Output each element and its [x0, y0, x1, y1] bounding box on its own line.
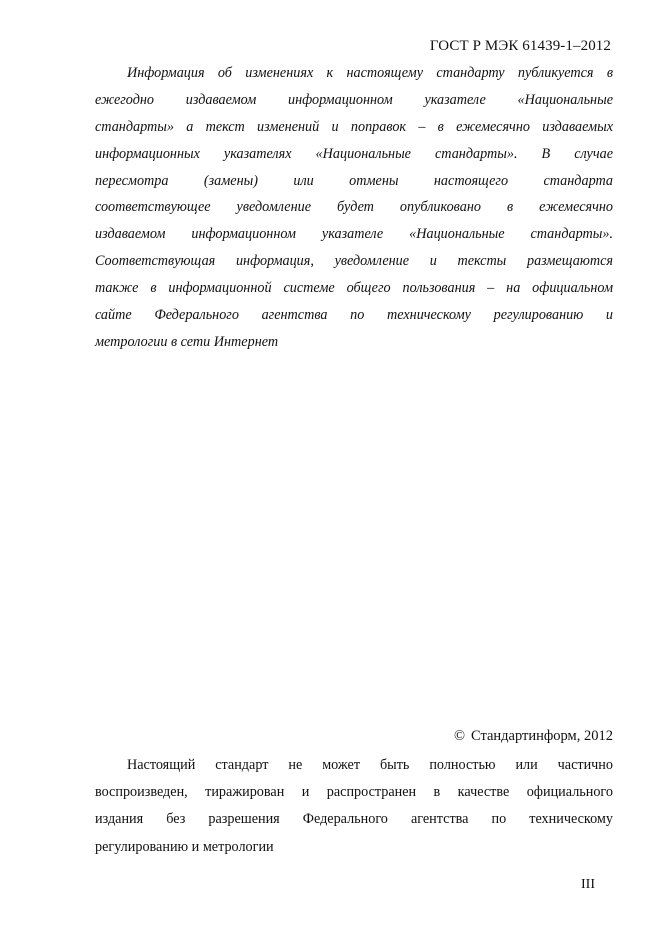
document-id: ГОСТ Р МЭК 61439-1–2012: [429, 38, 611, 54]
rights-line: Настоящий стандарт не может быть полностью или частично: [127, 757, 613, 773]
rights-line: регулированию и метрологии: [95, 838, 274, 855]
page-number: III: [581, 877, 595, 892]
notice-line: Соответствующая информация, уведомление и тексты размещаются: [95, 253, 613, 270]
notice-line: издаваемом информационном указателе «Национальные стандарты».: [95, 226, 613, 243]
notice-line: стандарты» а текст изменений и поправок – в ежемесячно издаваемых: [95, 118, 613, 135]
change-notice-paragraph: [95, 60, 613, 356]
rights-line: воспроизведен, тиражирован и распространен в качестве официального: [95, 784, 613, 801]
document-header: [430, 38, 611, 55]
notice-line: пересмотра (замены) или отмены настоящего стандарта: [95, 172, 613, 189]
notice-line: Информация об изменениях к настоящему стандарту публикуется в: [127, 65, 613, 81]
notice-line: соответствующее уведомление будет опубликовано в ежемесячно: [95, 199, 613, 216]
notice-line: сайте Федерального агентства по техническому регулированию и: [95, 307, 613, 324]
notice-line: информационных указателях «Национальные стандарты». В случае: [95, 145, 613, 162]
notice-line: также в информационной системе общего пользования – на официальном: [95, 280, 613, 297]
copyright-notice: [454, 728, 613, 745]
notice-line: ежегодно издаваемом информационном указателе «Национальные: [95, 91, 613, 108]
notice-line: метрологии в сети Интернет: [95, 333, 279, 350]
reproduction-rights-paragraph: [95, 752, 613, 861]
rights-line: издания без разрешения Федерального агентства по техническому: [95, 811, 613, 828]
copyright-icon: ©: [453, 728, 465, 744]
copyright-text: Стандартинформ, 2012: [470, 728, 613, 744]
